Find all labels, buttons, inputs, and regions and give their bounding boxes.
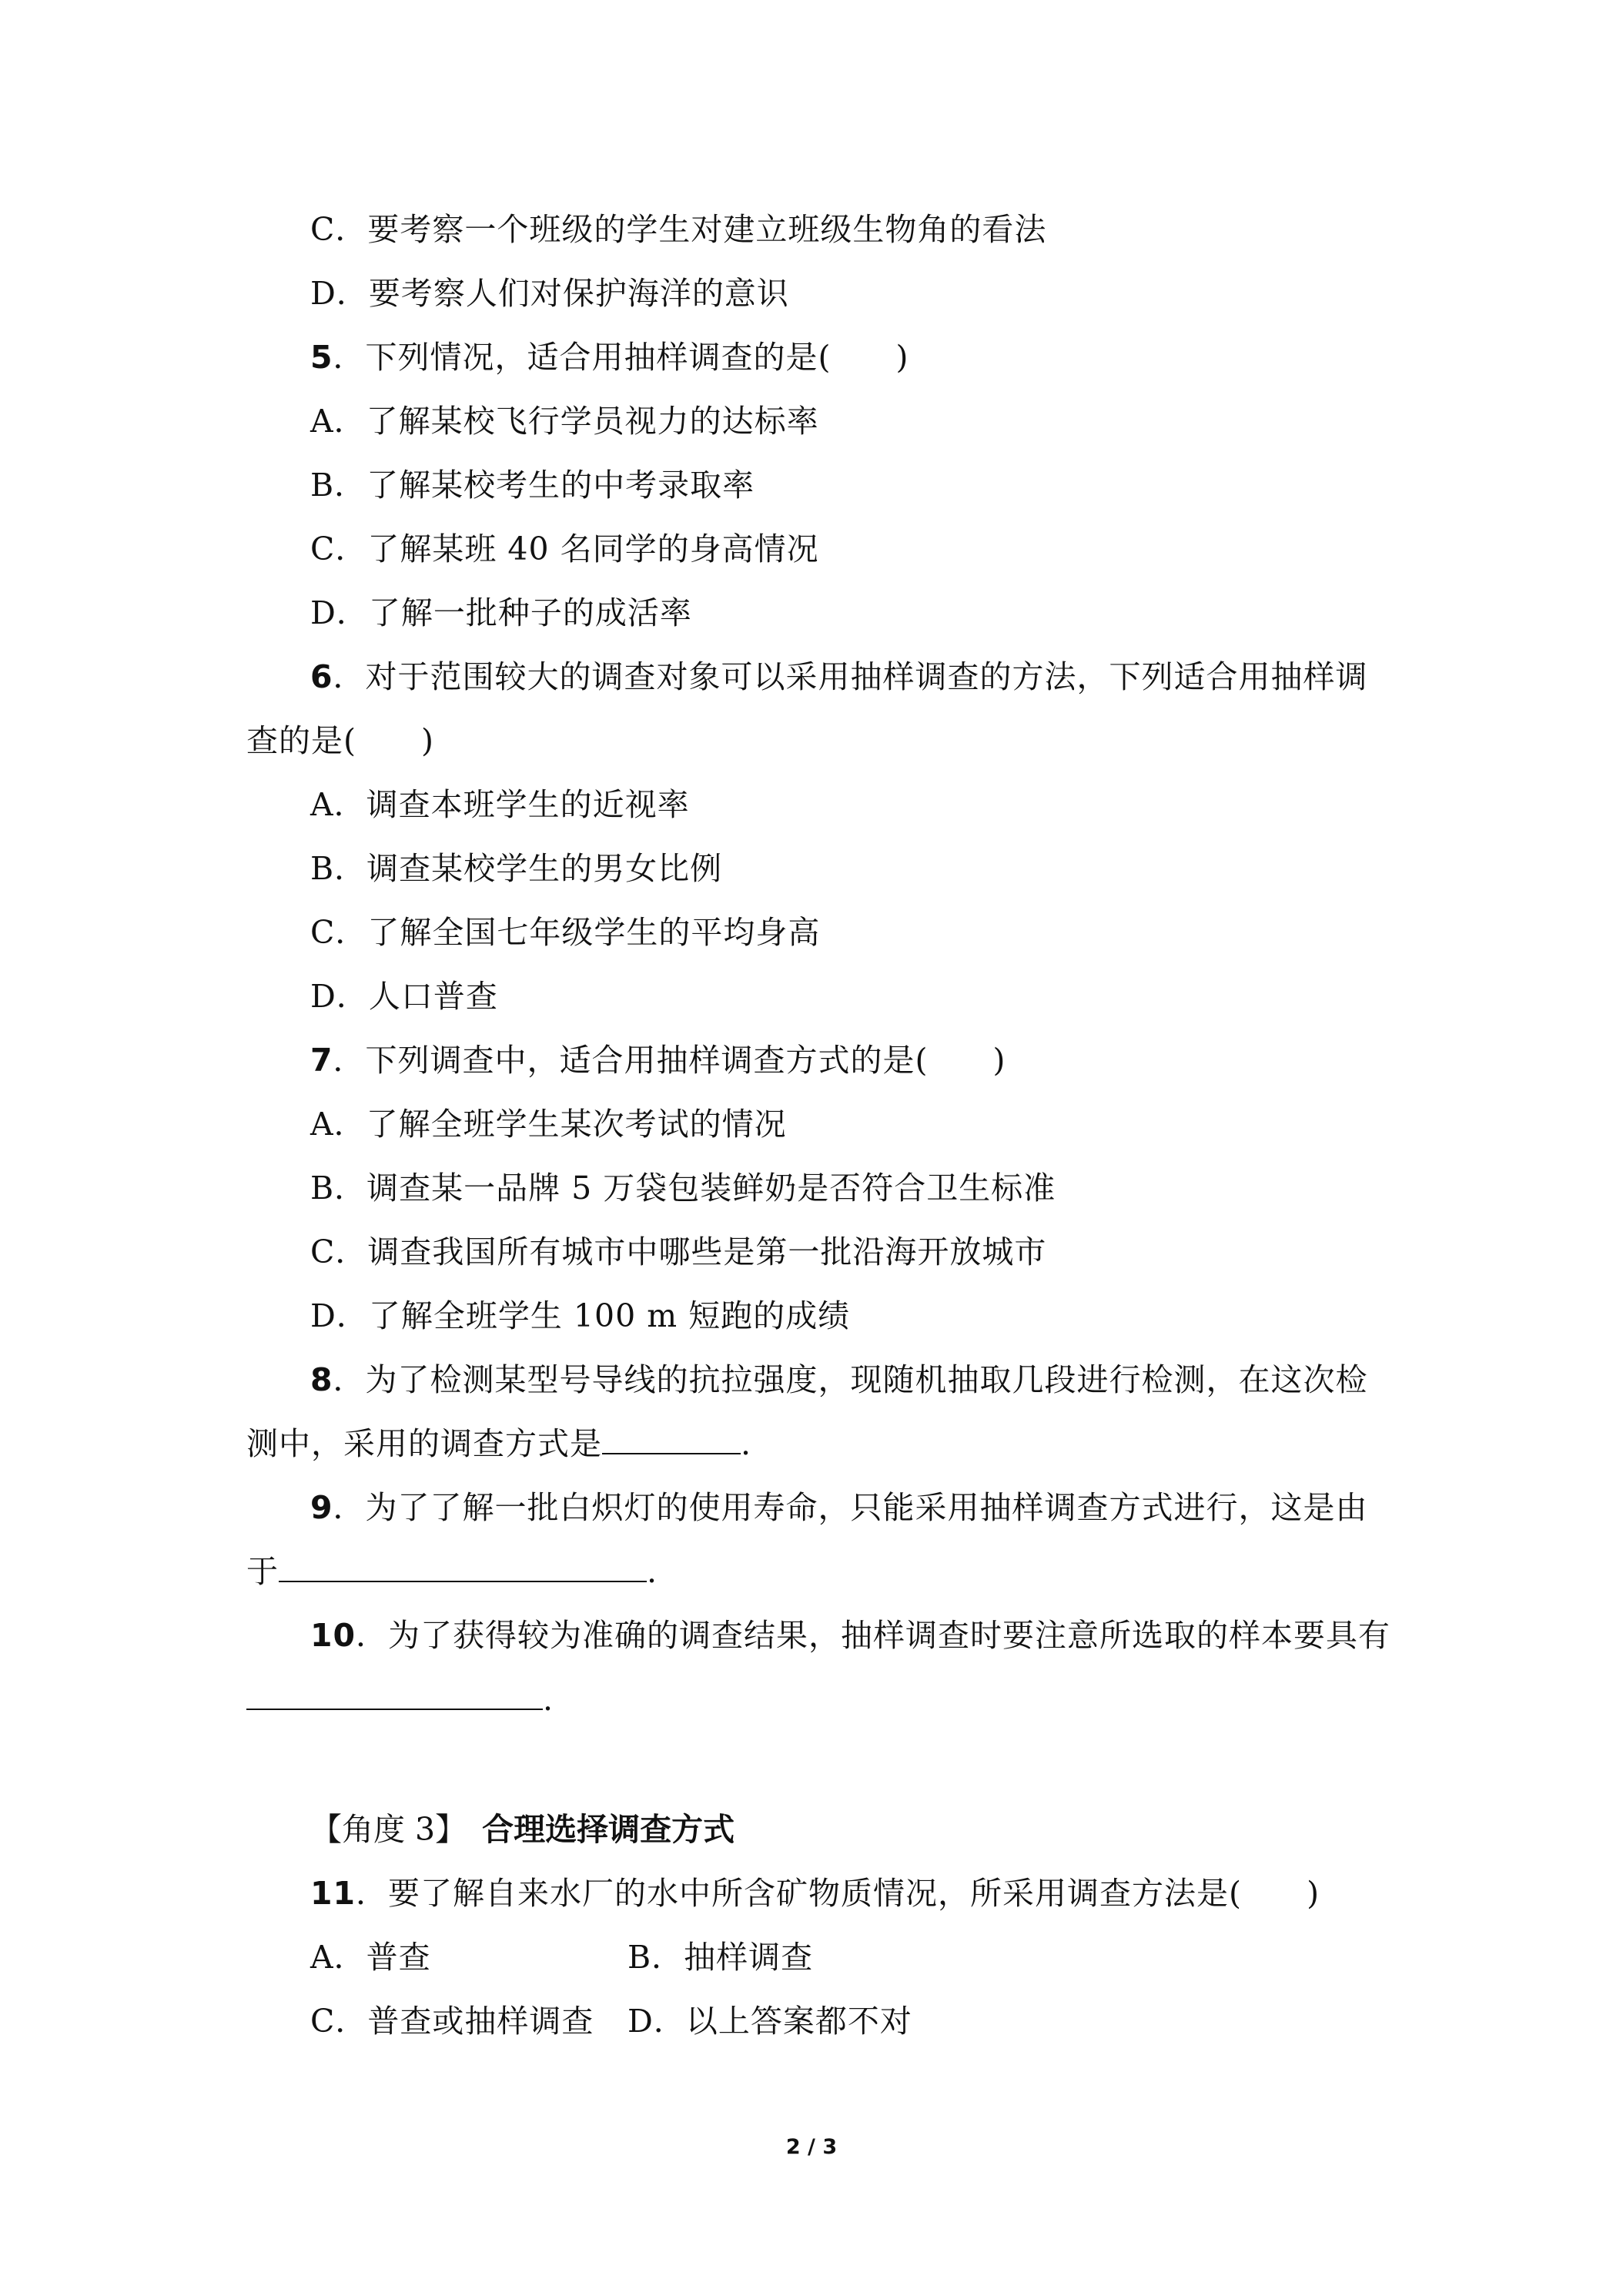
q5-number: 5 [310,339,333,376]
q11-option-b: B．抽样调查 [627,1939,814,1976]
q11-close-paren: ) [1307,1875,1320,1912]
q8-number: 8 [310,1361,333,1398]
q8-stem-line1 [310,1358,1368,1401]
q8-answer-blank[interactable] [602,1422,741,1454]
q9-stem-line2 [246,1550,658,1593]
page-number: 2 / 3 [785,2135,838,2159]
q6-option-d: D．人口普查 [310,978,498,1015]
q6-close-paren: ) [421,722,434,759]
q7-stem-text: ．下列调查中，适合用抽样调查方式的是( [333,1042,929,1079]
q11-stem-text: ．要了解自来水厂的水中所含矿物质情况，所采用调查方法是( [356,1875,1243,1912]
q9-answer-blank[interactable] [279,1550,647,1582]
q9-stem-text: ．为了了解一批白炽灯的使用寿命，只能采用抽样调查方式进行，这是由 [333,1489,1368,1526]
q5-stem [310,336,909,379]
q11-number: 11 [310,1875,356,1912]
section-heading [310,1808,735,1851]
q5-option-d: D．了解一批种子的成活率 [310,594,692,631]
q6-option-a: A．调查本班学生的近视率 [310,786,690,823]
section-title: 合理选择调查方式 [482,1811,735,1848]
q7-stem [310,1039,1006,1082]
q7-option-d: D．了解全班学生 100 m 短跑的成绩 [310,1297,851,1334]
q10-stem-text: ．为了获得较为准确的调查结果，抽样调查时要注意所选取的样本要具有 [356,1617,1391,1654]
q5-close-paren: ) [895,339,909,376]
q10-stem-line1 [310,1614,1390,1657]
q11-option-d: D．以上答案都不对 [627,2003,912,2040]
q7-option-b: B．调查某一品牌 5 万袋包装鲜奶是否符合卫生标准 [310,1170,1056,1207]
q8-stem-cont: 测中，采用的调查方式是 [246,1425,602,1462]
q7-option-a: A．了解全班学生某次考试的情况 [310,1106,787,1143]
q8-end: . [741,1425,752,1462]
q4-option-c: C．要考察一个班级的学生对建立班级生物角的看法 [310,211,1047,248]
q9-number: 9 [310,1489,333,1526]
q5-option-a: A．了解某校飞行学员视力的达标率 [310,403,819,440]
q11-stem [310,1872,1320,1915]
q5-stem-text: ．下列情况，适合用抽样调查的是( [333,339,832,376]
q4-option-d: D．要考察人们对保护海洋的意识 [310,275,789,312]
q7-number: 7 [310,1042,333,1079]
q9-end: . [647,1553,658,1590]
q9-stem-line1 [310,1486,1368,1529]
q6-stem-line2 [246,719,434,762]
q6-option-b: B．调查某校学生的男女比例 [310,850,723,887]
q10-stem-line2 [246,1678,554,1721]
q5-option-b: B．了解某校考生的中考录取率 [310,467,755,504]
q6-number: 6 [310,658,333,695]
q11-option-a: A．普查 [310,1939,431,1976]
q10-number: 10 [310,1617,356,1654]
q7-option-c: C．调查我国所有城市中哪些是第一批沿海开放城市 [310,1233,1047,1270]
q10-answer-blank[interactable] [246,1678,543,1710]
q6-option-c: C．了解全国七年级学生的平均身高 [310,914,821,951]
q10-end: . [543,1681,554,1718]
q11-option-c: C．普查或抽样调查 [310,2003,594,2040]
q7-close-paren: ) [992,1042,1006,1079]
q6-stem-line1 [310,655,1368,698]
q8-stem-text: ．为了检测某型号导线的抗拉强度，现随机抽取几段进行检测，在这次检 [333,1361,1368,1398]
q5-option-c: C．了解某班 40 名同学的身高情况 [310,530,819,567]
q8-stem-line2 [246,1422,751,1465]
q9-stem-cont: 于 [246,1553,279,1590]
q6-stem-text: ．对于范围较大的调查对象可以采用抽样调查的方法，下列适合用抽样调 [333,658,1368,695]
section-label: 【角度 3】 [310,1811,467,1848]
q6-stem-cont: 查的是( [246,722,356,759]
